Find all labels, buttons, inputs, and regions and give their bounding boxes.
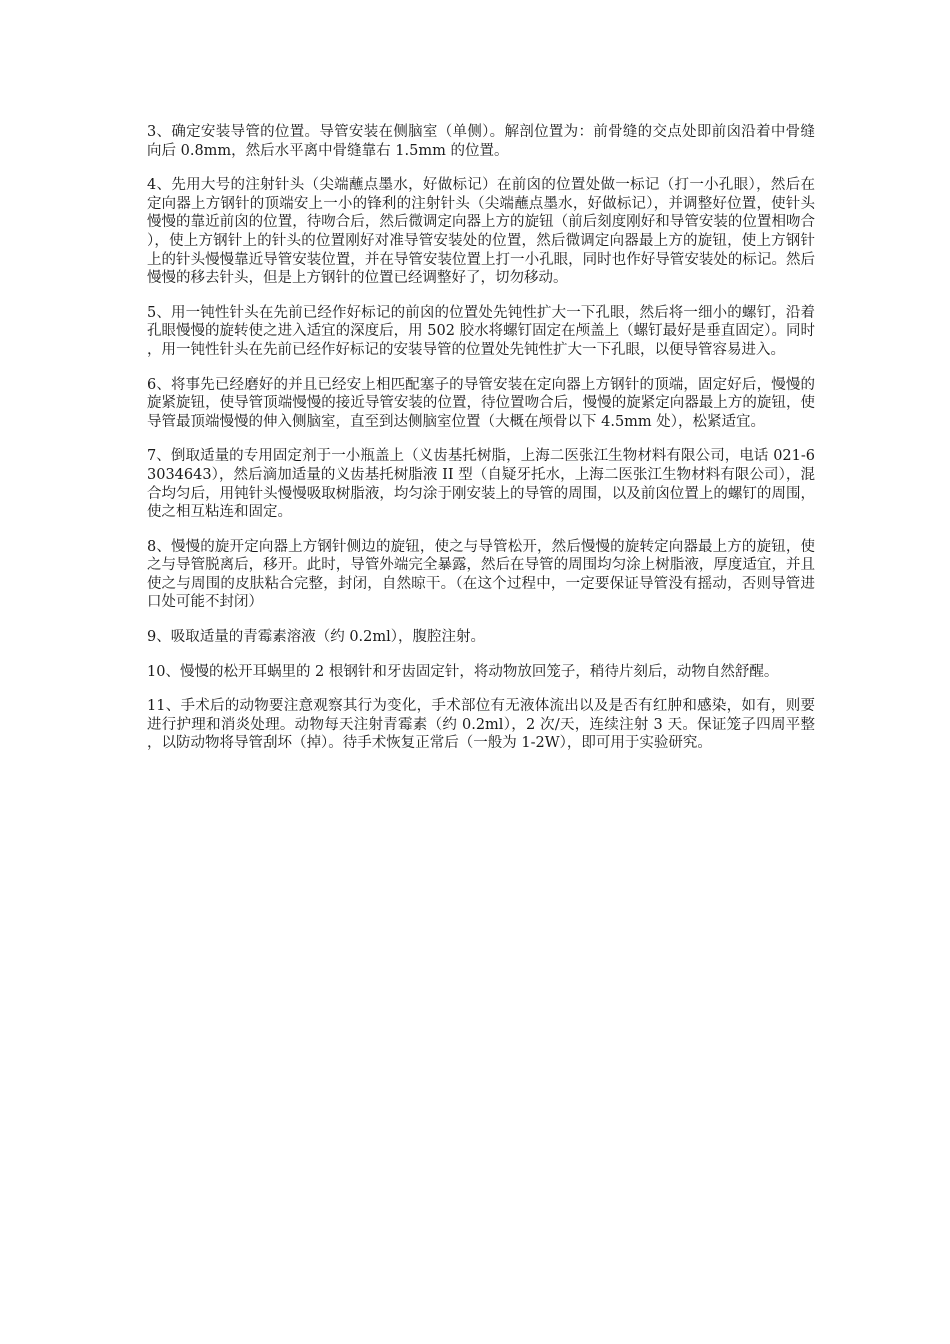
paragraph-step-6: 6、将事先已经磨好的并且已经安上相匹配塞子的导管安装在定向器上方钢针的顶端，固定好后，慢慢的旋紧旋钮，使导管顶端慢慢的接近导管安装的位置，待位置吻合后，慢慢的旋紧定向器最上方的旋钮，使导管最顶端慢慢的伸入侧脑室，直至到达侧脑室位置（大概在颅骨以下 4.5mm 处），松紧适宜。 <box>147 376 815 430</box>
paragraph-step-4: 4、先用大号的注射针头（尖端蘸点墨水，好做标记）在前囟的位置处做一标记（打一小孔眼），然后在定向器上方钢针的顶端安上一小的锋利的注射针头（尖端蘸点墨水，好做标记），并调整好位置，使针头慢慢的靠近前囟的位置，待吻合后，然后微调定向器上方的旋钮（前后刻度刚好和导管安装的位置相吻合），使上方钢针上的针头的位置刚好对准导管安装处的位置，然后微调定向器最上方的旋钮，使上方钢针上的针头慢慢靠近导管安装位置，并在导管安装位置上打一小孔眼，同时也作好导管安装处的标记。然后慢慢的移去针头，但是上方钢针的位置已经调整好了，切勿移动。 <box>147 177 815 287</box>
paragraph-step-11: 11、手术后的动物要注意观察其行为变化，手术部位有无液体流出以及是否有红肿和感染，如有，则要进行护理和消炎处理。动物每天注射青霉素（约 0.2ml），2 次/天，连续注射 3 天。保证笼子四周平整，以防动物将导管刮坏（掉）。待手术恢复正常后（一般为 1-2W），即可用于实验研究。 <box>147 698 815 752</box>
paragraph-step-9: 9、吸取适量的青霉素溶液（约 0.2ml），腹腔注射。 <box>147 629 486 646</box>
paragraph-step-5: 5、用一钝性针头在先前已经作好标记的前囟的位置处先钝性扩大一下孔眼，然后将一细小的螺钉，沿着孔眼慢慢的旋转使之进入适宜的深度后，用 502 胶水将螺钉固定在颅盖上（螺钉最好是垂直固定）。同时，用一钝性针头在先前已经作好标记的安装导管的位置处先钝性扩大一下孔眼，以便导管容易进入。 <box>147 304 815 358</box>
document-body <box>147 123 815 769</box>
paragraph-step-8: 8、慢慢的旋开定向器上方钢针侧边的旋钮，使之与导管松开，然后慢慢的旋转定向器最上方的旋钮，使之与导管脱离后，移开。此时，导管外端完全暴露，然后在导管的周围均匀涂上树脂液，厚度适宜，并且使之与周围的皮肤粘合完整，封闭，自然晾干。（在这个过程中，一定要保证导管没有摇动，否则导管进口处可能不封闭） <box>147 538 815 611</box>
paragraph-step-10: 10、慢慢的松开耳蜗里的 2 根钢针和牙齿固定针，将动物放回笼子，稍待片刻后，动物自然舒醒。 <box>147 663 779 680</box>
paragraph-step-3: 3、确定安装导管的位置。导管安装在侧脑室（单侧）。解剖位置为：前骨缝的交点处即前囟沿着中骨缝向后 0.8mm，然后水平离中骨缝靠右 1.5mm 的位置。 <box>147 124 815 159</box>
paragraph-step-7: 7、倒取适量的专用固定剂于一小瓶盖上（义齿基托树脂，上海二医张江生物材料有限公司，电话 021-63034643），然后滴加适量的义齿基托树脂液 II 型（自疑牙托水，上海二医张江生物材料有限公司），混合均匀后，用钝针头慢慢吸取树脂液，均匀涂于刚安装上的导管的周围，以及前囟位置上的螺钉的周围，使之相互粘连和固定。 <box>147 448 815 521</box>
